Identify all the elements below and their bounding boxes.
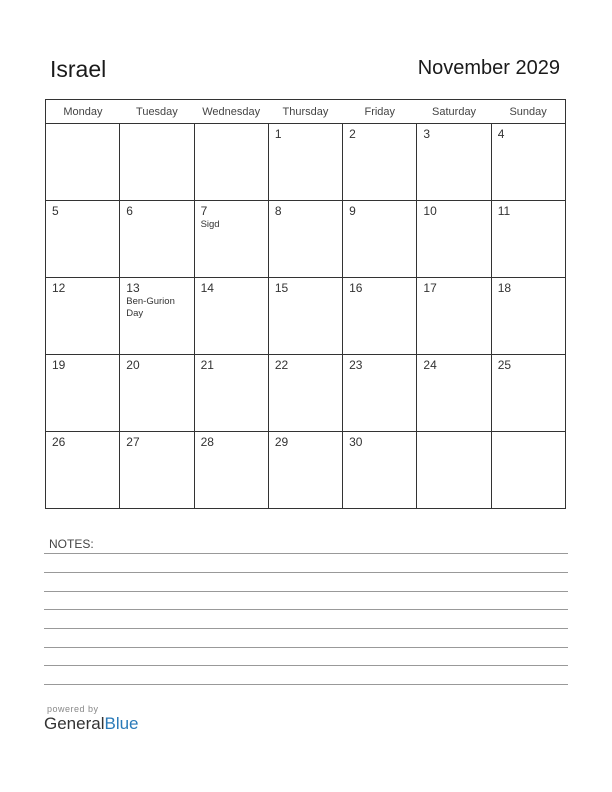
notes-label: NOTES: bbox=[49, 537, 94, 551]
day-number: 20 bbox=[126, 358, 140, 372]
day-number: 27 bbox=[126, 435, 140, 449]
weekday-header-row bbox=[46, 100, 566, 124]
holiday-label: Sigd bbox=[200, 219, 220, 230]
country-title: Israel bbox=[50, 56, 107, 82]
day-cell bbox=[343, 278, 417, 355]
day-number: 2 bbox=[349, 127, 356, 141]
week-row bbox=[46, 124, 566, 201]
day-number: 19 bbox=[52, 358, 66, 372]
weekday-header: Saturday bbox=[417, 100, 491, 124]
weekday-header: Monday bbox=[46, 100, 120, 124]
day-number bbox=[417, 432, 490, 435]
note-line bbox=[44, 665, 568, 666]
note-line bbox=[44, 591, 568, 592]
day-number bbox=[195, 124, 268, 127]
brand-name bbox=[44, 714, 139, 734]
day-cell bbox=[268, 432, 342, 509]
day-cell bbox=[343, 124, 417, 201]
day-number: 29 bbox=[274, 435, 289, 449]
day-number: 1 bbox=[274, 127, 282, 141]
day-number bbox=[492, 432, 565, 435]
note-line bbox=[44, 553, 568, 554]
day-number: 11 bbox=[497, 204, 511, 218]
day-number: 28 bbox=[200, 435, 214, 449]
day-cell bbox=[491, 124, 565, 201]
calendar-grid bbox=[45, 99, 566, 509]
note-line bbox=[44, 684, 568, 685]
day-number: 21 bbox=[200, 358, 214, 372]
day-cell bbox=[120, 355, 194, 432]
day-cell bbox=[491, 201, 565, 278]
day-number: 30 bbox=[349, 435, 363, 449]
day-cell bbox=[194, 201, 268, 278]
day-cell bbox=[46, 432, 120, 509]
day-number: 14 bbox=[200, 281, 214, 295]
day-cell bbox=[343, 432, 417, 509]
day-number: 26 bbox=[52, 435, 66, 449]
day-number bbox=[120, 124, 193, 127]
day-number: 5 bbox=[52, 204, 59, 218]
day-cell bbox=[120, 201, 194, 278]
brand-blue: Blue bbox=[104, 714, 139, 733]
brand-logo bbox=[44, 704, 139, 734]
day-number: 17 bbox=[423, 281, 437, 295]
day-number: 24 bbox=[423, 358, 437, 372]
day-number: 13 bbox=[126, 281, 140, 295]
day-cell bbox=[417, 201, 491, 278]
day-cell bbox=[120, 124, 194, 201]
day-number: 6 bbox=[126, 204, 133, 218]
week-row bbox=[46, 278, 566, 355]
day-cell bbox=[268, 201, 342, 278]
powered-by-label: powered by bbox=[47, 704, 99, 714]
day-cell bbox=[343, 201, 417, 278]
day-cell bbox=[417, 355, 491, 432]
weekday-header: Thursday bbox=[268, 100, 342, 124]
day-cell bbox=[491, 278, 565, 355]
day-number: 12 bbox=[52, 281, 66, 295]
day-cell bbox=[120, 432, 194, 509]
day-cell bbox=[46, 355, 120, 432]
day-cell bbox=[194, 355, 268, 432]
month-year-title: November 2029 bbox=[417, 57, 560, 79]
day-cell bbox=[46, 201, 120, 278]
weekday-header: Wednesday bbox=[194, 100, 268, 124]
day-cell bbox=[120, 278, 194, 355]
day-cell bbox=[194, 124, 268, 201]
day-cell bbox=[417, 432, 491, 509]
day-cell bbox=[417, 278, 491, 355]
day-cell bbox=[268, 124, 342, 201]
day-cell bbox=[343, 355, 417, 432]
day-number: 15 bbox=[274, 281, 289, 295]
day-number: 16 bbox=[349, 281, 363, 295]
day-number: 4 bbox=[497, 127, 505, 141]
note-line bbox=[44, 628, 568, 629]
day-number bbox=[46, 124, 119, 127]
brand-general: General bbox=[44, 714, 105, 733]
day-number: 22 bbox=[274, 358, 289, 372]
day-cell bbox=[194, 432, 268, 509]
day-number: 18 bbox=[497, 281, 512, 295]
day-number: 9 bbox=[349, 204, 356, 218]
note-line bbox=[44, 609, 568, 610]
day-cell bbox=[194, 278, 268, 355]
day-cell bbox=[491, 432, 565, 509]
day-number: 25 bbox=[497, 358, 512, 372]
day-cell bbox=[417, 124, 491, 201]
day-number: 7 bbox=[200, 204, 208, 218]
weekday-header: Tuesday bbox=[120, 100, 194, 124]
day-cell bbox=[268, 355, 342, 432]
day-number: 10 bbox=[423, 204, 437, 218]
holiday-label: Ben-Gurion Day bbox=[126, 296, 175, 319]
day-cell bbox=[491, 355, 565, 432]
week-row bbox=[46, 355, 566, 432]
week-row bbox=[46, 432, 566, 509]
weekday-header: Friday bbox=[343, 100, 417, 124]
day-cell bbox=[46, 124, 120, 201]
day-number: 23 bbox=[349, 358, 363, 372]
note-line bbox=[44, 572, 568, 573]
weekday-header: Sunday bbox=[491, 100, 565, 124]
day-number: 3 bbox=[423, 127, 431, 141]
day-number: 8 bbox=[274, 204, 282, 218]
note-line bbox=[44, 647, 568, 648]
week-row bbox=[46, 201, 566, 278]
day-cell bbox=[46, 278, 120, 355]
day-cell bbox=[268, 278, 342, 355]
